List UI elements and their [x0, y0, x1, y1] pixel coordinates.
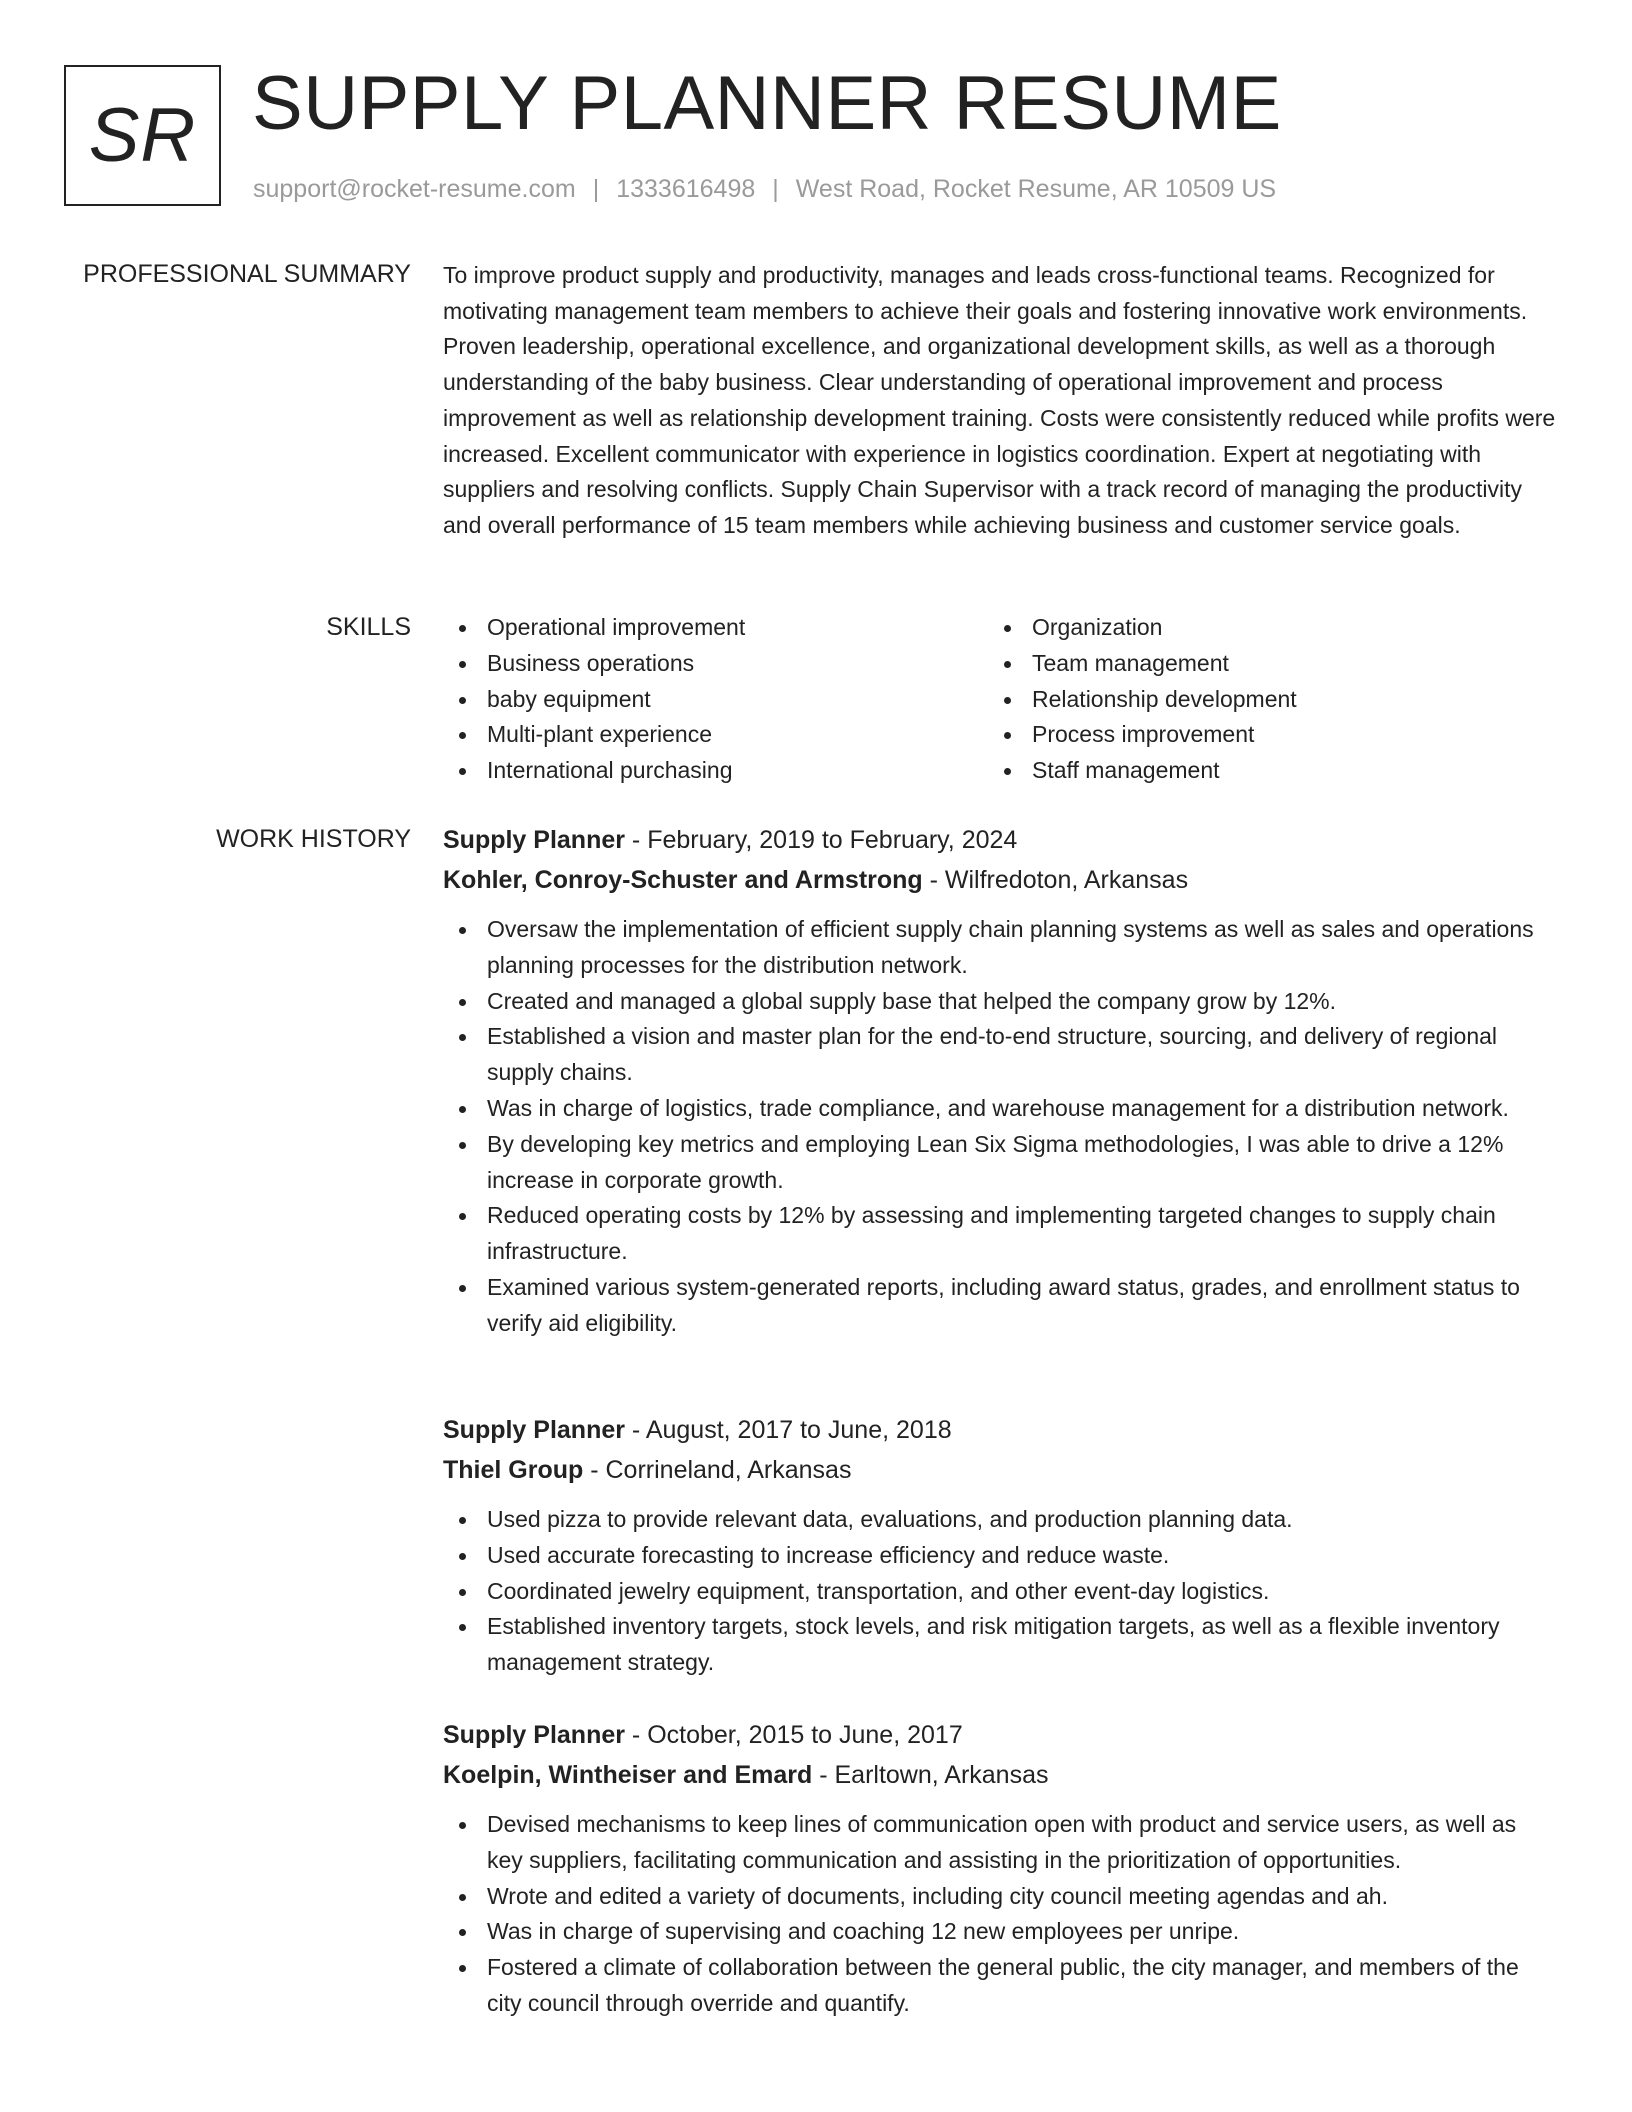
skill-item: [988, 717, 1533, 753]
skill-item: [988, 610, 1533, 646]
duty-item: [443, 984, 1558, 1020]
job-company-line: [443, 1755, 1558, 1795]
skill-label: Organization: [1032, 614, 1163, 640]
contact-address: West Road, Rocket Resume, AR 10509 US: [795, 175, 1277, 203]
duty-item: [443, 912, 1558, 984]
duty-text: Oversaw the implementation of efficient supply chain planning systems as well as sales and operations planning processes for the distribution network.: [487, 916, 1534, 978]
contact-email: support@rocket-resume.com: [253, 175, 576, 203]
duty-item: [443, 1502, 1558, 1538]
skill-label: International purchasing: [487, 757, 733, 784]
duty-text: Created and managed a global supply base that helped the company grow by 12%.: [487, 987, 1337, 1014]
bullet-icon: [459, 1213, 466, 1220]
skill-label: Team management: [1032, 649, 1229, 676]
bullet-icon: [459, 1589, 466, 1596]
duty-item: [443, 1950, 1558, 2022]
skill-item: [443, 682, 988, 718]
job-title: Supply Planner: [443, 1416, 625, 1444]
section-label: PROFESSIONAL SUMMARY: [83, 260, 411, 288]
skills-list-right: [988, 610, 1533, 789]
duty-text: Used pizza to provide relevant data, evaluations, and production planning data.: [487, 1506, 1293, 1532]
skill-item: [988, 646, 1533, 682]
duty-text: Wrote and edited a variety of documents, including city council meeting agendas and ah.: [487, 1882, 1388, 1909]
job-company: Kohler, Conroy-Schuster and Armstrong: [443, 866, 923, 894]
bullet-icon: [459, 768, 466, 775]
job-duties: [443, 912, 1558, 1342]
duty-item: [443, 1091, 1558, 1127]
skill-item: [988, 682, 1533, 718]
duty-item: [443, 1807, 1558, 1879]
duty-text: Fostered a climate of collaboration between the general public, the city manager, and members of the city council through override and quantify.: [487, 1954, 1519, 2016]
skill-label: Relationship development: [1032, 685, 1297, 712]
bullet-icon: [459, 661, 466, 668]
job-company: Koelpin, Wintheiser and Emard: [443, 1761, 813, 1789]
section-label: SKILLS: [326, 613, 411, 641]
bullet-icon: [459, 1929, 466, 1936]
bullet-icon: [1004, 661, 1011, 668]
initials-monogram: [64, 65, 221, 206]
duty-item: [443, 1914, 1558, 1950]
job-location: - Wilfredoton, Arkansas: [922, 866, 1189, 894]
bullet-icon: [459, 732, 466, 739]
job-location: - Corrineland, Arkansas: [583, 1456, 852, 1484]
skills-list-left: [443, 610, 988, 789]
bullet-icon: [459, 697, 466, 704]
skill-item: [988, 753, 1533, 789]
job-title: Supply Planner: [443, 826, 625, 854]
job-dates: - October, 2015 to June, 2017: [624, 1721, 963, 1749]
job-title: Supply Planner: [443, 1721, 625, 1749]
job-company-line: [443, 1450, 1558, 1490]
duty-text: By developing key metrics and employing Lean Six Sigma methodologies, I was able to drive a 12% increase in corporate growth.: [487, 1130, 1504, 1193]
duty-text: Reduced operating costs by 12% by assessing and implementing targeted changes to supply chain infrastructure.: [487, 1202, 1496, 1265]
bullet-icon: [459, 1822, 466, 1829]
skill-item: [443, 610, 988, 646]
duty-item: [443, 1270, 1558, 1342]
duty-text: Was in charge of logistics, trade compliance, and warehouse management for a distribution network.: [487, 1094, 1509, 1121]
bullet-icon: [1004, 732, 1011, 739]
job-duties: [443, 1807, 1558, 2022]
duty-item: [443, 1127, 1558, 1199]
job-dates: - August, 2017 to June, 2018: [624, 1416, 952, 1444]
duty-item: [443, 1198, 1558, 1270]
job-dates: - February, 2019 to February, 2024: [624, 826, 1018, 854]
duty-text: Used accurate forecasting to increase efficiency and reduce waste.: [487, 1541, 1170, 1568]
job-entry: [443, 820, 1558, 1342]
contact-phone: 1333616498: [616, 175, 756, 203]
duty-text: Established inventory targets, stock levels, and risk mitigation targets, as well as a flexible inventory management strategy.: [487, 1613, 1500, 1676]
skills-columns: [443, 610, 1558, 789]
bullet-icon: [459, 1034, 466, 1041]
skill-label: Business operations: [487, 649, 695, 676]
contact-separator: |: [592, 175, 600, 203]
duty-item: [443, 1609, 1558, 1681]
contact-separator: |: [772, 175, 779, 203]
bullet-icon: [459, 1517, 466, 1524]
job-title-line: [443, 820, 1558, 860]
bullet-icon: [459, 1894, 466, 1901]
duty-item: [443, 1019, 1558, 1091]
duty-text: Coordinated jewelry equipment, transportation, and other event-day logistics.: [487, 1577, 1270, 1604]
job-duties: [443, 1502, 1558, 1681]
job-company-line: [443, 860, 1558, 900]
bullet-icon: [1004, 697, 1011, 704]
skill-item: [443, 717, 988, 753]
bullet-icon: [459, 1106, 466, 1113]
duty-item: [443, 1879, 1558, 1915]
skills-body: [443, 610, 1558, 789]
job-title-line: [443, 1715, 1558, 1755]
initials: SR: [88, 92, 197, 178]
bullet-icon: [459, 625, 466, 632]
skill-label: baby equipment: [487, 685, 651, 712]
bullet-icon: [1004, 768, 1011, 775]
bullet-icon: [459, 1965, 466, 1972]
skill-label: Staff management: [1032, 757, 1220, 784]
duty-text: Established a vision and master plan for the end-to-end structure, sourcing, and delivery of regional supply chains.: [487, 1023, 1498, 1086]
contact-line: [253, 173, 1276, 205]
bullet-icon: [459, 1624, 466, 1631]
job-location: - Earltown, Arkansas: [812, 1761, 1049, 1789]
bullet-icon: [459, 1142, 466, 1149]
summary-body: [443, 258, 1558, 544]
bullet-icon: [459, 927, 466, 934]
skill-label: Multi-plant experience: [487, 721, 713, 748]
bullet-icon: [459, 999, 466, 1006]
summary-text: To improve product supply and productivity, manages and leads cross-functional teams. Recognized for motivating management team members to achieve their goals and fostering innovative work environments. Proven leadership, operational excellence, and organizational development skills, as well as a thorough understanding of the baby business. Clear understanding of operational improvement and process improvement as well as relationship development training. Costs were consistently reduced while profits were increased. Excellent communicator with experience in logistics coordination. Expert at negotiating with suppliers and resolving conflicts. Supply Chain Supervisor with a track record of managing the productivity and overall performance of 15 team members while achieving business and customer service goals.: [443, 262, 1556, 538]
bullet-icon: [1004, 625, 1011, 632]
job-title-line: [443, 1410, 1558, 1450]
resume-title: SUPPLY PLANNER RESUME: [252, 61, 1282, 146]
job-company: Thiel Group: [443, 1456, 584, 1484]
job-entry: [443, 1410, 1558, 1681]
duty-item: [443, 1574, 1558, 1610]
duty-text: Examined various system-generated reports, including award status, grades, and enrollment status to verify aid eligibility.: [487, 1273, 1520, 1336]
skill-label: Process improvement: [1032, 721, 1255, 748]
duty-item: [443, 1538, 1558, 1574]
bullet-icon: [459, 1553, 466, 1560]
skill-item: [443, 753, 988, 789]
duty-text: Was in charge of supervising and coaching 12 new employees per unripe.: [487, 1918, 1240, 1945]
job-entry: [443, 1715, 1558, 2022]
skill-item: [443, 646, 988, 682]
section-label: WORK HISTORY: [216, 825, 411, 853]
skill-label: Operational improvement: [487, 614, 746, 640]
duty-text: Devised mechanisms to keep lines of communication open with product and service users, as well as key suppliers, facilitating communication and assisting in the prioritization of opportunities.: [487, 1811, 1517, 1873]
bullet-icon: [459, 1285, 466, 1292]
